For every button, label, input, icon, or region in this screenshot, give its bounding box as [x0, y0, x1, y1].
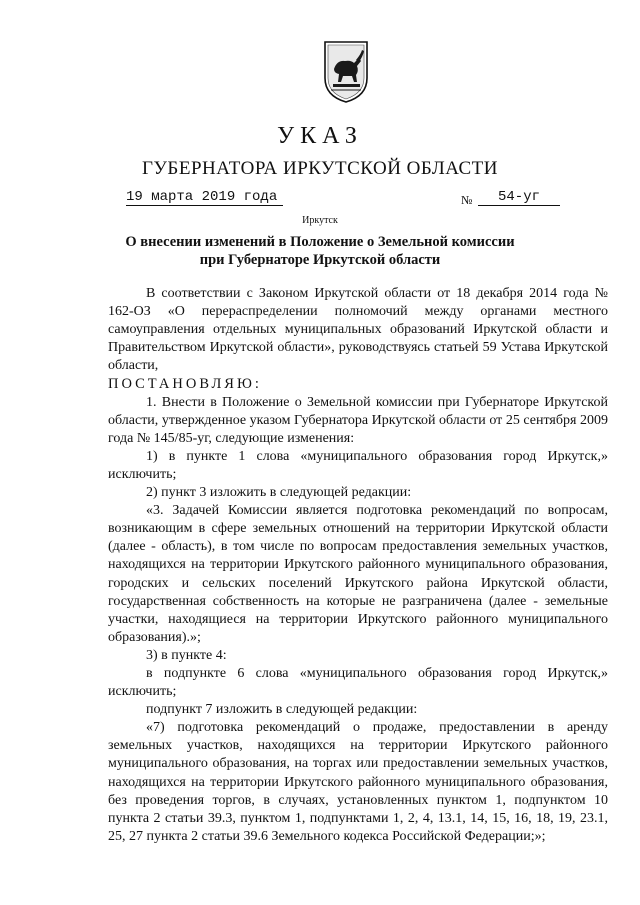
decree-resolution-word: ПОСТАНОВЛЯЮ:: [108, 376, 262, 393]
preamble-paragraph: В соответствии с Законом Иркутской области от 18 декабря 2014 года № 162-ОЗ «О перераспределении полномочий между органами местного самоуправления отдельных муниципальных образований Иркутской области и Правительством Иркутской области», руководствуясь статьей 59 Устава Иркутской области,: [108, 286, 608, 374]
decree-number: 54-уг: [478, 189, 560, 206]
decree-date-value: 19 марта 2019 года: [126, 189, 283, 206]
clause-1-paragraph: 1. Внести в Положение о Земельной комиссии при Губернаторе Иркутской области, утвержденное указом Губернатора Иркутской области от 25 сентября 2009 года № 145/85-уг, следующие изменения:: [108, 394, 608, 446]
issuer-subtitle: ГУБЕРНАТОРА ИРКУТСКОЙ ОБЛАСТИ: [142, 158, 498, 179]
subpoint-6-change: в подпункте 6 слова «муниципального образования город Иркутск,» исключить;: [108, 665, 608, 700]
decree-heading-line-2: при Губернаторе Иркутской области: [199, 252, 441, 268]
subclause-1-paragraph: 1) в пункте 1 слова «муниципального образования город Иркутск,» исключить;: [108, 448, 608, 482]
decree-body: [108, 285, 608, 846]
irkutsk-coat-of-arms: [321, 38, 371, 104]
new-subpoint-7-text: «7) подготовка рекомендаций о продаже, предоставлении в аренду земельных участков, находящихся на территории Иркутского районного муниципального образования, на торгах или предоставлении земельных участков, находящихся на территории Иркутского районного муниципального образования, без проведения торгов, в случаях, установленных пунктом 1, подпунктом 10 пункта 2 статьи 39.3, пунктом 1, подпунктами 1, 2, 4, 13.1, 14, 15, 16, 18, 19, 23.1, 25, 27 пункта 2 статьи 39.6 Земельного кодекса Российской Федерации;»;: [108, 720, 608, 844]
decree-heading-line-1: О внесении изменений в Положение о Земельной комиссии: [125, 234, 515, 250]
subpoint-7-intro: подпункт 7 изложить в следующей редакции:: [146, 702, 418, 718]
subclause-2-paragraph: 2) пункт 3 изложить в следующей редакции:: [146, 485, 412, 501]
subclause-3-paragraph: 3) в пункте 4:: [146, 647, 227, 663]
decree-date: [126, 189, 283, 206]
city-name: Иркутск: [302, 215, 338, 226]
new-point-3-text: «3. Задачей Комиссии является подготовка рекомендаций по вопросам, возникающим в сфере земельных отношений на территории Иркутской области (далее - область), в том числе по вопросам предоставления земельных участков, находящихся на территории Иркутского районного муниципального образования, городских и сельских поселений Иркутского района Иркутской области, государственная собственность на которые не разграничена (далее - земельные участки, находящиеся на территории Иркутского районного муниципального образования).»;: [108, 503, 608, 645]
number-sign: №: [461, 193, 473, 207]
document-type-title: УКАЗ: [277, 123, 363, 149]
decree-heading: [110, 233, 530, 269]
